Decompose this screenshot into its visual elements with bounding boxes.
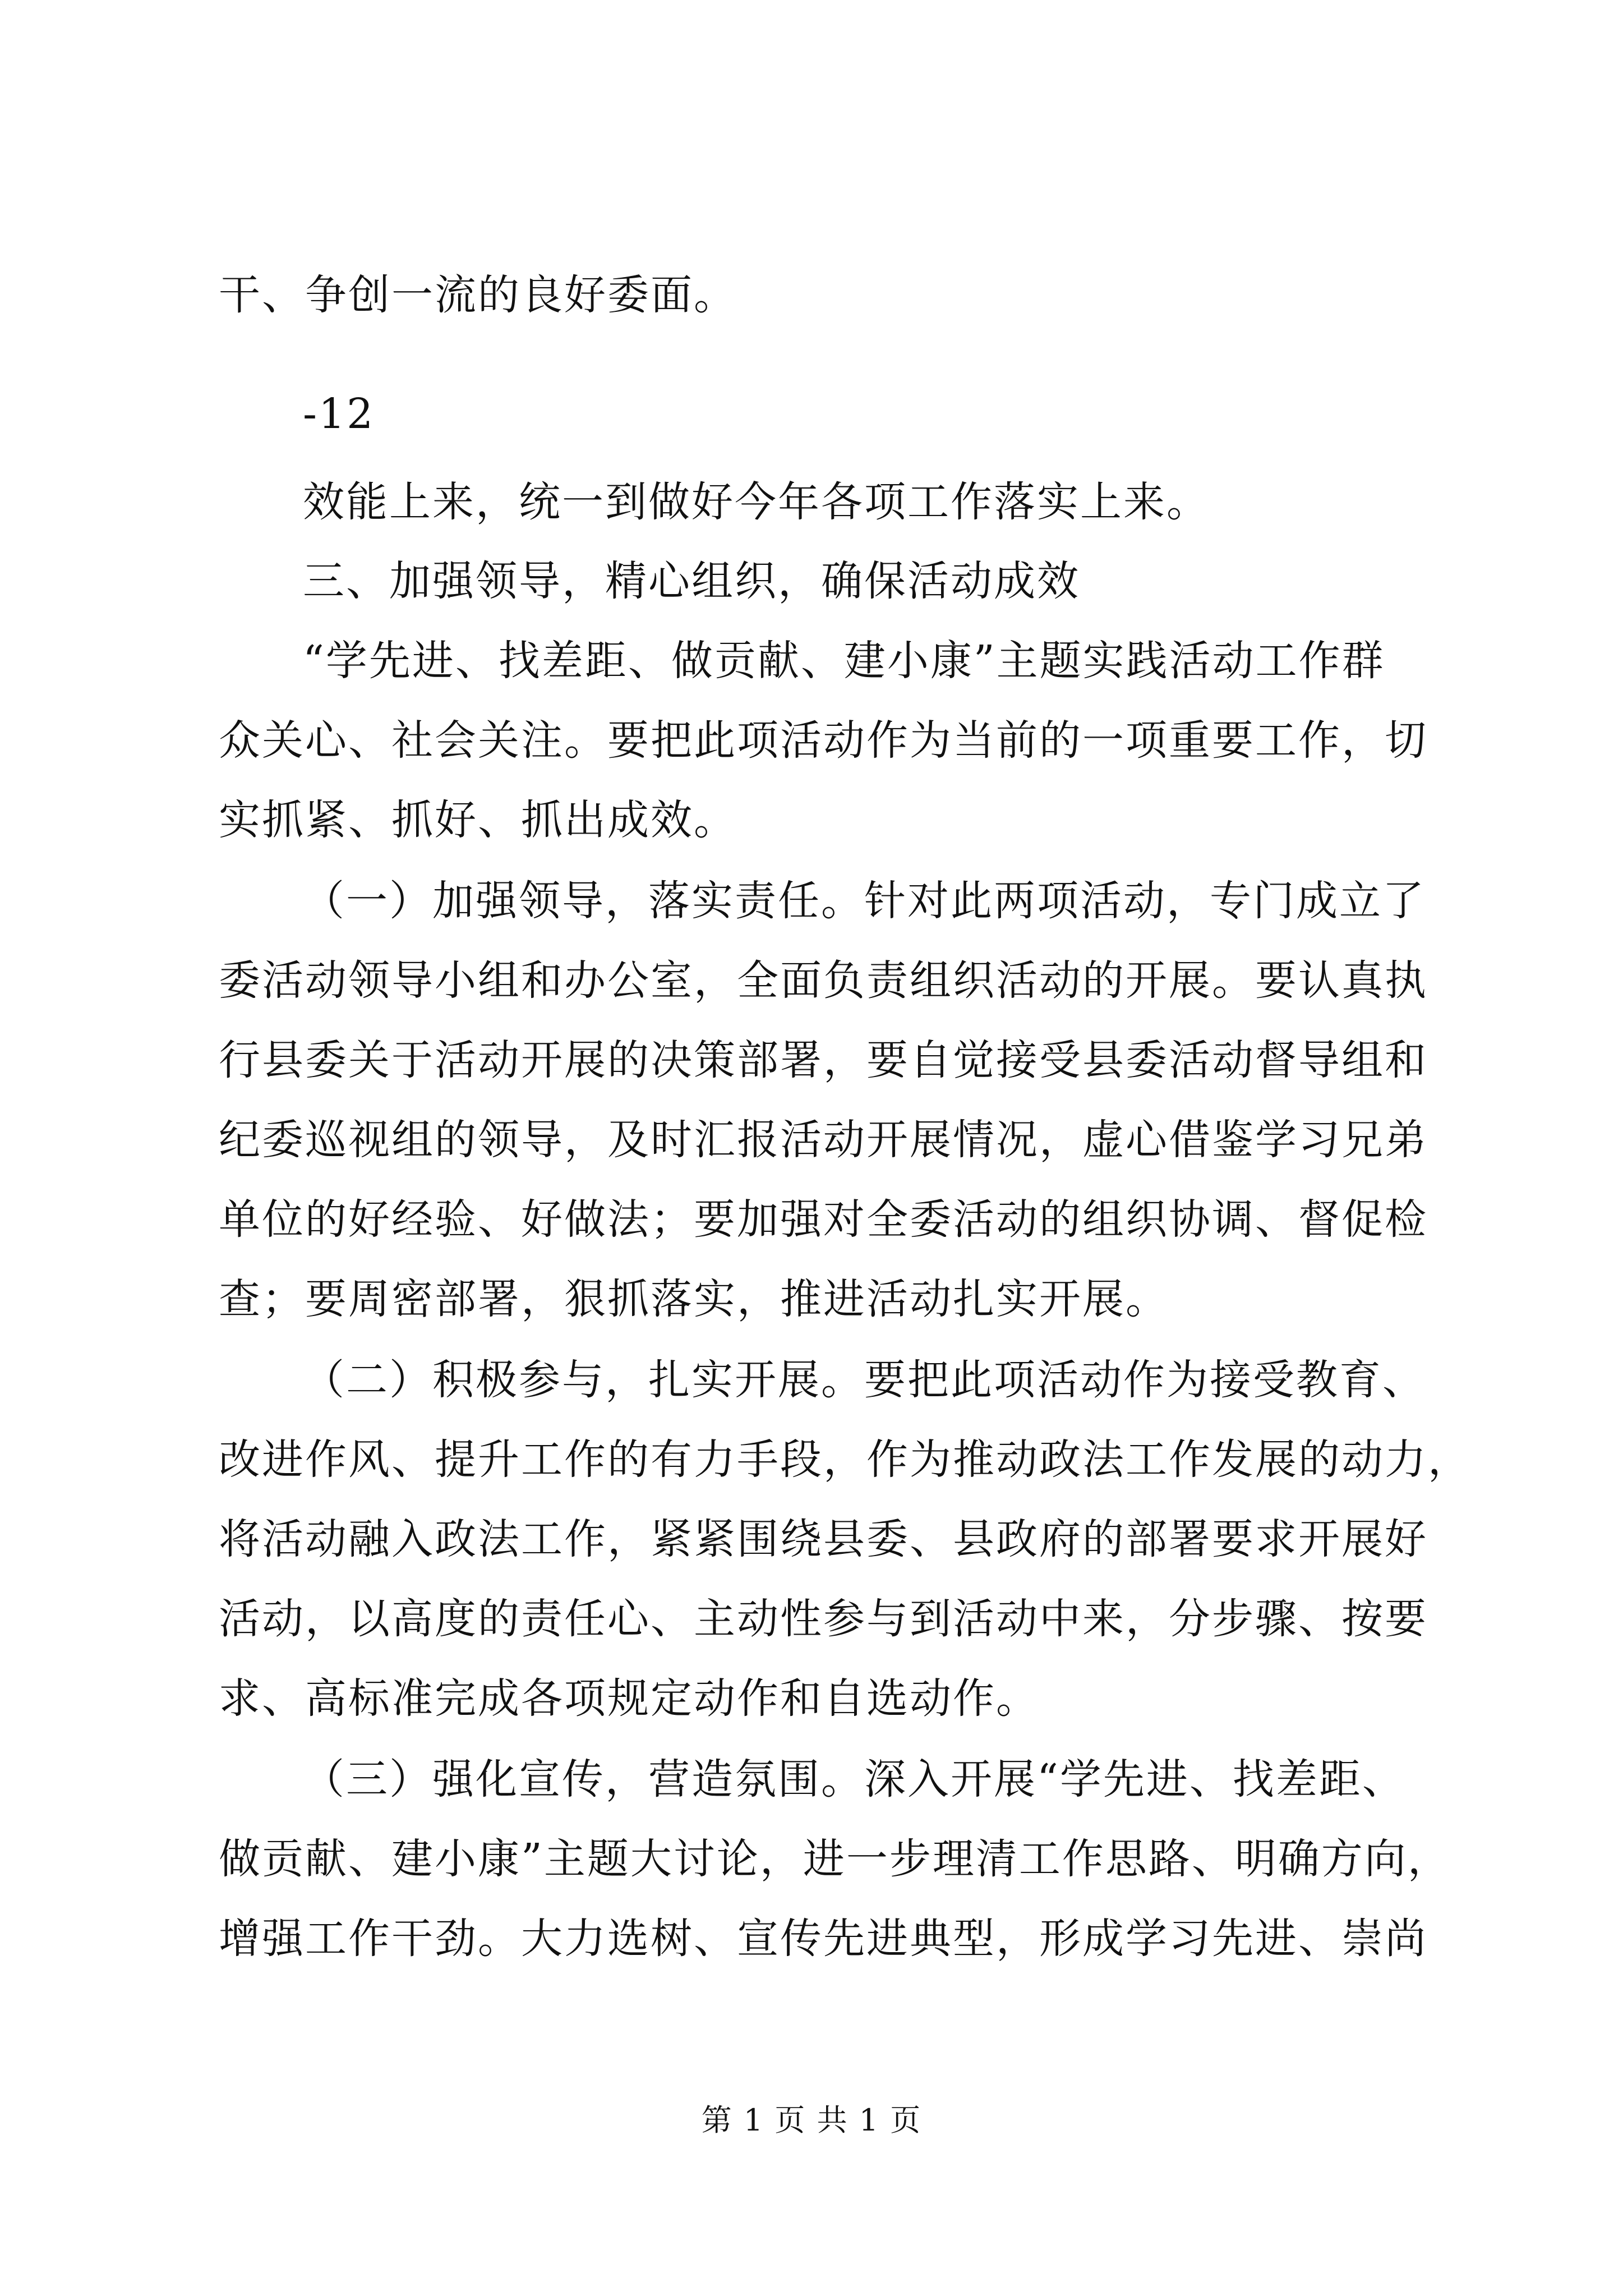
body-line: 查；要周密部署，狠抓落实，推进活动扎实开展。 [219,1275,1169,1323]
body-line: 将活动融入政法工作，紧紧围绕县委、县政府的部署要求开展好 [219,1515,1428,1563]
subsection-paragraph-start: （二）积极参与，扎实开展。要把此项活动作为接受教育、 [303,1356,1426,1404]
body-line: 改进作风、提升工作的有力手段，作为推动政法工作发展的动力， [219,1435,1471,1484]
subsection-paragraph-start: （一）加强领导，落实责任。针对此两项活动，专门成立了 [303,877,1426,925]
body-line: 干、争创一流的良好委面。 [219,271,737,319]
subsection-paragraph-start: （三）强化宣传，营造氛围。深入开展“学先进、找差距、 [303,1755,1405,1803]
section-heading: 三、加强领导，精心组织，确保活动成效 [303,557,1080,605]
body-line: 纪委巡视组的领导，及时汇报活动开展情况，虚心借鉴学习兄弟 [219,1116,1428,1164]
page-footer: 第 1 页 共 1 页 [701,2102,922,2138]
body-line: 效能上来，统一到做好今年各项工作落实上来。 [303,478,1210,526]
body-line: 实抓紧、抓好、抓出成效。 [219,796,737,844]
body-line: 行县委关于活动开展的决策部署，要自觉接受县委活动督导组和 [219,1036,1428,1084]
body-line: 委活动领导小组和办公室，全面负责组织活动的开展。要认真执 [219,956,1428,1005]
body-line: 求、高标准完成各项规定动作和自选动作。 [219,1674,1039,1723]
body-line: 做贡献、建小康”主题大讨论，进一步理清工作思路、明确方向， [219,1835,1451,1883]
body-line: 单位的好经验、好做法；要加强对全委活动的组织协调、督促检 [219,1195,1428,1244]
body-line: 增强工作干劲。大力选树、宣传先进典型，形成学习先进、崇尚 [219,1915,1428,1963]
body-line: 活动，以高度的责任心、主动性参与到活动中来，分步骤、按要 [219,1595,1428,1643]
body-line: “学先进、找差距、做贡献、建小康”主题实践活动工作群 [303,637,1385,685]
body-line: 众关心、社会关注。要把此项活动作为当前的一项重要工作，切 [219,716,1428,765]
page-number-fragment: -12 [303,390,375,438]
